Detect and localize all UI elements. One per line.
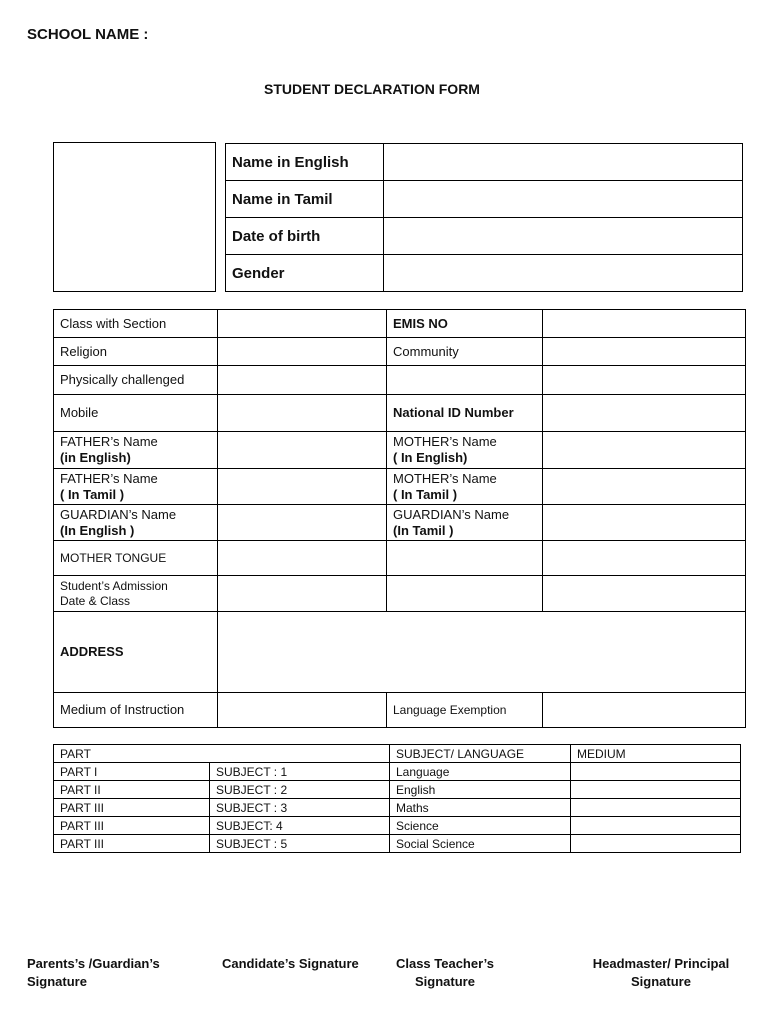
mother-name-ta-note: ( In Tamil ) <box>393 486 458 502</box>
mother-name-ta-field[interactable] <box>543 469 746 505</box>
subject-cell: SUBJECT : 5 <box>210 835 390 853</box>
details-table <box>53 309 746 728</box>
dob-label: Date of birth <box>226 218 384 255</box>
class-section-label: Class with Section <box>54 310 218 338</box>
teacher-signature-line1: Class Teacher’s <box>395 956 495 971</box>
national-id-field[interactable] <box>543 395 746 432</box>
emis-no-label: EMIS NO <box>387 310 543 338</box>
subject-cell: SUBJECT : 2 <box>210 781 390 799</box>
class-section-field[interactable] <box>218 310 387 338</box>
identity-table <box>225 143 743 292</box>
guardian-name-en-note: (In English ) <box>60 522 135 538</box>
photo-box <box>53 142 216 292</box>
admission-field[interactable] <box>218 576 387 612</box>
guardian-name-text: GUARDIAN’s Name <box>60 506 177 522</box>
mobile-field[interactable] <box>218 395 387 432</box>
mother-name-text: MOTHER’s Name <box>393 434 497 449</box>
mother-name-en-note: ( In English) <box>393 450 468 465</box>
medium-instruction-label: Medium of Instruction <box>54 693 218 728</box>
community-label: Community <box>387 338 543 366</box>
medium-instruction-field[interactable] <box>218 693 387 728</box>
language-exemption-field[interactable] <box>543 693 746 728</box>
father-name-text: FATHER’s Name <box>60 434 158 449</box>
part-cell: PART III <box>54 835 210 853</box>
gender-label: Gender <box>226 255 384 292</box>
language-cell: English <box>390 781 571 799</box>
guardian-name-en-field[interactable] <box>218 505 387 541</box>
empty-cell <box>543 541 746 576</box>
emis-no-field[interactable] <box>543 310 746 338</box>
guardian-name-ta-label <box>387 505 543 541</box>
part-cell: PART II <box>54 781 210 799</box>
name-tamil-field[interactable] <box>384 181 743 218</box>
medium-field[interactable] <box>571 799 741 817</box>
mother-name-en-field[interactable] <box>543 432 746 469</box>
language-cell: Social Science <box>390 835 571 853</box>
admission-line1: Student’s Admission <box>60 578 168 593</box>
father-name-en-field[interactable] <box>218 432 387 469</box>
father-name-ta-label <box>54 469 218 505</box>
father-name-ta-note: ( In Tamil ) <box>60 486 125 502</box>
medium-field[interactable] <box>571 763 741 781</box>
dob-field[interactable] <box>384 218 743 255</box>
part-header: PART <box>54 745 390 763</box>
name-english-label: Name in English <box>226 144 384 181</box>
language-cell: Maths <box>390 799 571 817</box>
subjects-table <box>53 744 741 853</box>
parent-signature <box>27 955 160 991</box>
mother-tongue-label: MOTHER TONGUE <box>54 541 218 576</box>
empty-cell <box>387 366 543 395</box>
physically-challenged-field[interactable] <box>218 366 387 395</box>
father-name-text: FATHER’s Name <box>60 470 158 486</box>
religion-label: Religion <box>54 338 218 366</box>
empty-cell <box>387 541 543 576</box>
teacher-signature-line2: Signature <box>415 974 475 989</box>
part-cell: PART III <box>54 799 210 817</box>
address-field[interactable] <box>218 612 746 693</box>
father-name-ta-field[interactable] <box>218 469 387 505</box>
admission-label <box>54 576 218 612</box>
national-id-label: National ID Number <box>387 395 543 432</box>
subject-cell: SUBJECT: 4 <box>210 817 390 835</box>
father-name-en-note: (in English) <box>60 450 131 465</box>
mobile-label: Mobile <box>54 395 218 432</box>
subject-cell: SUBJECT : 1 <box>210 763 390 781</box>
part-cell: PART I <box>54 763 210 781</box>
language-cell: Science <box>390 817 571 835</box>
empty-cell <box>543 366 746 395</box>
medium-field[interactable] <box>571 835 741 853</box>
empty-cell <box>543 576 746 612</box>
parent-signature-line1: Parents’s /Guardian’s <box>27 956 160 971</box>
form-title: STUDENT DECLARATION FORM <box>264 81 480 97</box>
community-field[interactable] <box>543 338 746 366</box>
mother-tongue-field[interactable] <box>218 541 387 576</box>
mother-name-text: MOTHER’s Name <box>393 470 497 486</box>
headmaster-signature <box>582 955 740 991</box>
mother-name-ta-label <box>387 469 543 505</box>
physically-challenged-label: Physically challenged <box>54 366 218 395</box>
gender-field[interactable] <box>384 255 743 292</box>
part-cell: PART III <box>54 817 210 835</box>
headmaster-signature-line1: Headmaster/ Principal <box>592 956 730 971</box>
subject-cell: SUBJECT : 3 <box>210 799 390 817</box>
medium-header: MEDIUM <box>571 745 741 763</box>
religion-field[interactable] <box>218 338 387 366</box>
guardian-name-ta-note: (In Tamil ) <box>393 522 454 538</box>
medium-field[interactable] <box>571 781 741 799</box>
address-label: ADDRESS <box>54 612 218 693</box>
admission-line2: Date & Class <box>60 593 131 608</box>
candidate-signature: Candidate’s Signature <box>222 956 359 971</box>
father-name-en-label <box>54 432 218 469</box>
guardian-name-ta-field[interactable] <box>543 505 746 541</box>
empty-cell <box>387 576 543 612</box>
name-english-field[interactable] <box>384 144 743 181</box>
medium-field[interactable] <box>571 817 741 835</box>
mother-name-en-label <box>387 432 543 469</box>
parent-signature-line2: Signature <box>27 974 87 989</box>
headmaster-signature-line2: Signature <box>631 974 691 989</box>
name-tamil-label: Name in Tamil <box>226 181 384 218</box>
teacher-signature <box>390 955 500 991</box>
language-cell: Language <box>390 763 571 781</box>
school-name-label: SCHOOL NAME : <box>27 26 149 43</box>
subject-language-header: SUBJECT/ LANGUAGE <box>390 745 571 763</box>
guardian-name-en-label <box>54 505 218 541</box>
language-exemption-label: Language Exemption <box>387 693 543 728</box>
guardian-name-text: GUARDIAN’s Name <box>393 506 510 522</box>
